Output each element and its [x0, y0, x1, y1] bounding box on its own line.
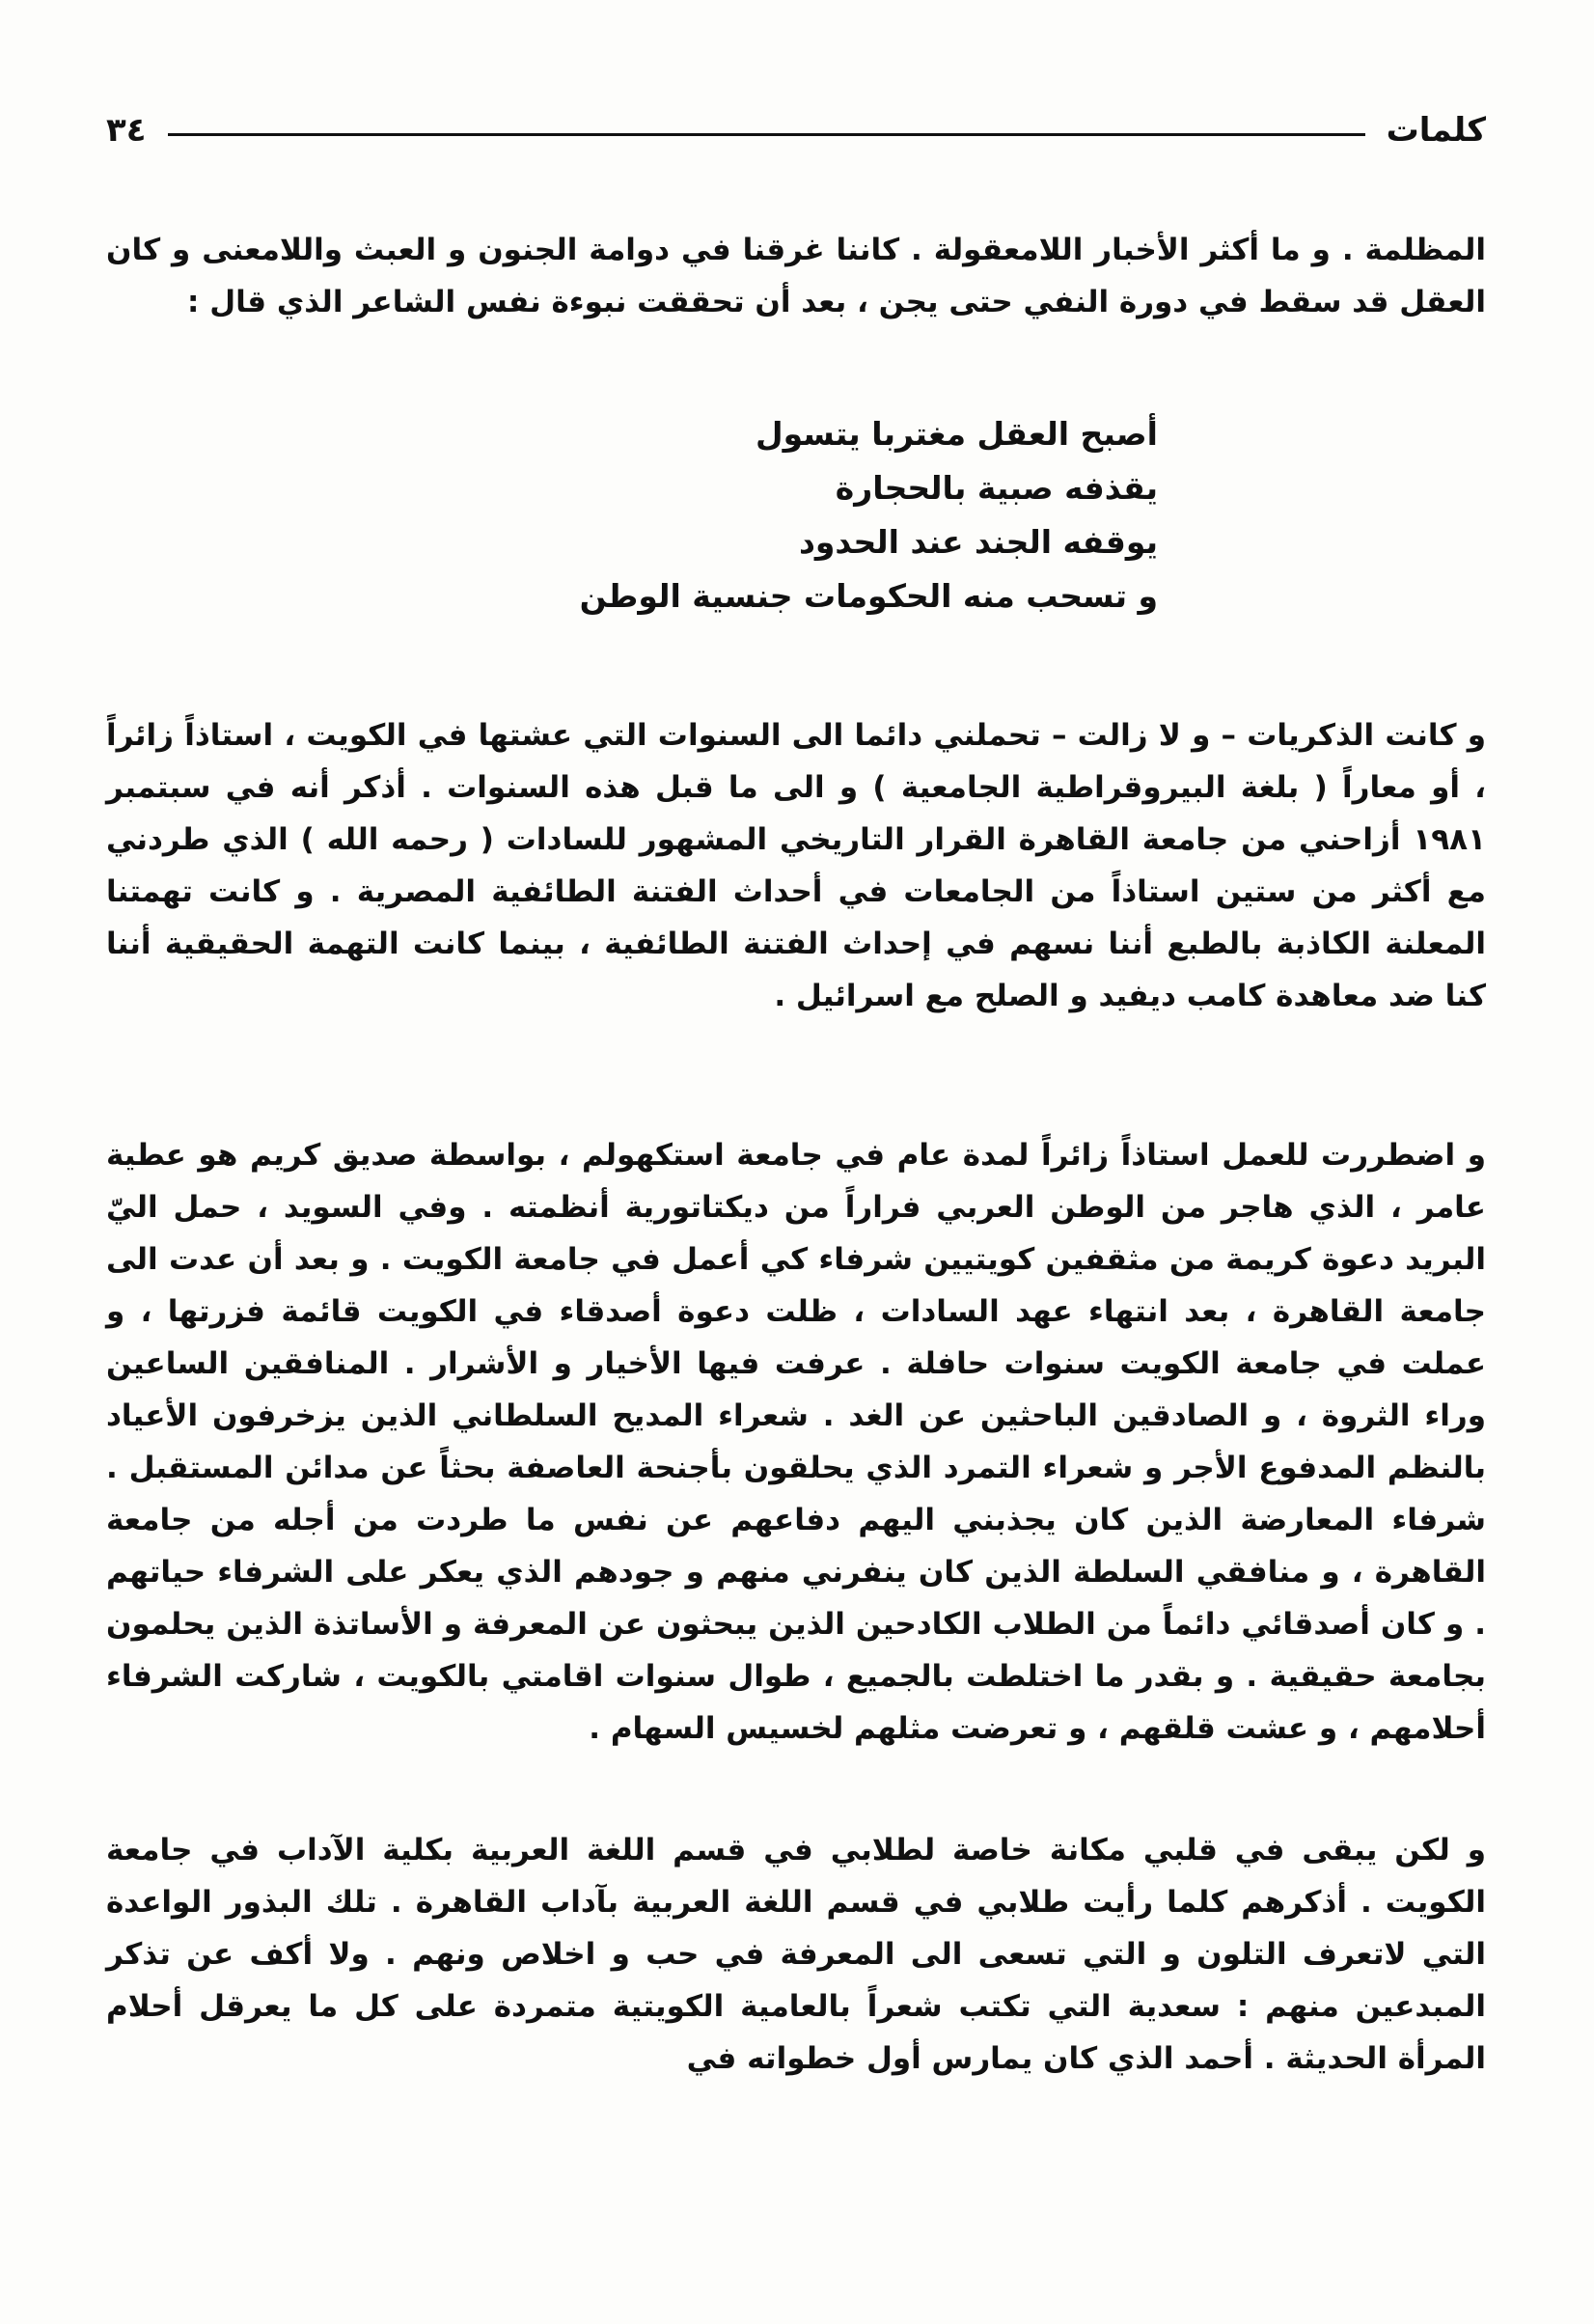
paragraph-3: و اضطررت للعمل استاذاً زائراً لمدة عام في جامعة استكهولم ، بواسطة صديق كريم هو عطية عامر ، الذي هاجر من الوطن العربي فراراً من ديكتاتورية أنظمته . وفي السويد ، حمل اليّ البريد دعوة كريمة من مثقفين كويتيين شرفاء كي أعمل في جامعة الكويت . و بعد أن عدت الى جامعة القاهرة ، بعد انتهاء عهد السادات ، ظلت دعوة أصدقاء في الكويت قائمة فزرتها ، و عملت في جامعة الكويت سنوات حافلة . عرفت فيها الأخيار و الأشرار . المنافقين الساعين وراء الثروة ، و الصادقين الباحثين عن الغد . شعراء المديح السلطاني الذين يزخرفون الأعياد بالنظم المدفوع الأجر و شعراء التمرد الذي يحلقون بأجنحة العاصفة بحثاً عن مدائن المستقبل . شرفاء المعارضة الذين كان يجذبني اليهم دفاعهم عن نفس ما طردت من أجله من جامعة القاهرة ، و منافقي السلطة الذين كان ينفرني منهم و جودهم الذي يعكر على الشرفاء حياتهم . و كان أصدقائي دائماً من الطلاب الكادحين الذين يبحثون عن المعرفة و الأساتذة الذين يحلمون بجامعة حقيقية . و بقدر ما اختلطت بالجميع ، طوال سنوات اقامتي بالكويت ، شاركت الشرفاء أحلامهم ، و عشت قلقهم ، و تعرضت مثلهم لخسيس السهام .: [106, 1138, 1486, 1746]
paragraph-2: و كانت الذكريات – و لا زالت – تحملني دائما الى السنوات التي عشتها في الكويت ، استاذاً زائراً ، أو معاراً ( بلغة البيروقراطية الجامعية ) و الى ما قبل هذه السنوات . أذكر أنه في سبتمبر ١٩٨١ أزاحني من جامعة القاهرة القرار التاريخي المشهور للسادات ( رحمه الله ) الذي طردني مع أكثر من ستين استاذاً من الجامعات في أحداث الفتنة الطائفية المصرية . و كانت تهمتنا المعلنة الكاذبة بالطبع أننا نسهم في إحداث الفتنة الطائفية ، بينما كانت التهمة الحقيقية أننا كنا ضد معاهدة كامب ديفيد و الصلح مع اسرائيل .: [106, 718, 1486, 1013]
page-number: ٣٤: [106, 111, 147, 150]
poem-line: يوقفه الجند عند الحدود: [798, 523, 1158, 561]
running-header: [106, 106, 1486, 154]
paragraph-4: و لكن يبقى في قلبي مكانة خاصة لطلابي في قسم اللغة العربية بكلية الآداب في جامعة الكويت . أذكرهم كلما رأيت طلابي في قسم اللغة العربية بآداب القاهرة . تلك البذور الواعدة التي لاتعرف التلون و التي تسعى الى المعرفة في حب و اخلاص ونهم . ولا أكف عن تذكر المبدعين منهم : سعدية التي تكتب شعراً بالعامية الكويتية متمردة على كل ما يعرقل أحلام المرأة الحديثة . أحمد الذي كان يمارس أول خطواته في: [106, 1833, 1486, 2076]
poem-line: و تسحب منه الحكومات جنسية الوطن: [579, 577, 1158, 615]
header-title: كلمات: [1386, 111, 1486, 150]
poem-quote: [482, 407, 1158, 623]
header-rule: [168, 133, 1365, 136]
poem-line: أصبح العقل مغتربا يتسول: [755, 415, 1158, 453]
poem-line: يقذفه صبية بالحجارة: [835, 469, 1158, 507]
paragraph-1: المظلمة . و ما أكثر الأخبار اللامعقولة . كاننا غرقنا في دوامة الجنون و العبث واللامعنى و كان العقل قد سقط في دورة النفي حتى يجن ، بعد أن تحققت نبوءة نفس الشاعر الذي قال :: [106, 233, 1486, 319]
